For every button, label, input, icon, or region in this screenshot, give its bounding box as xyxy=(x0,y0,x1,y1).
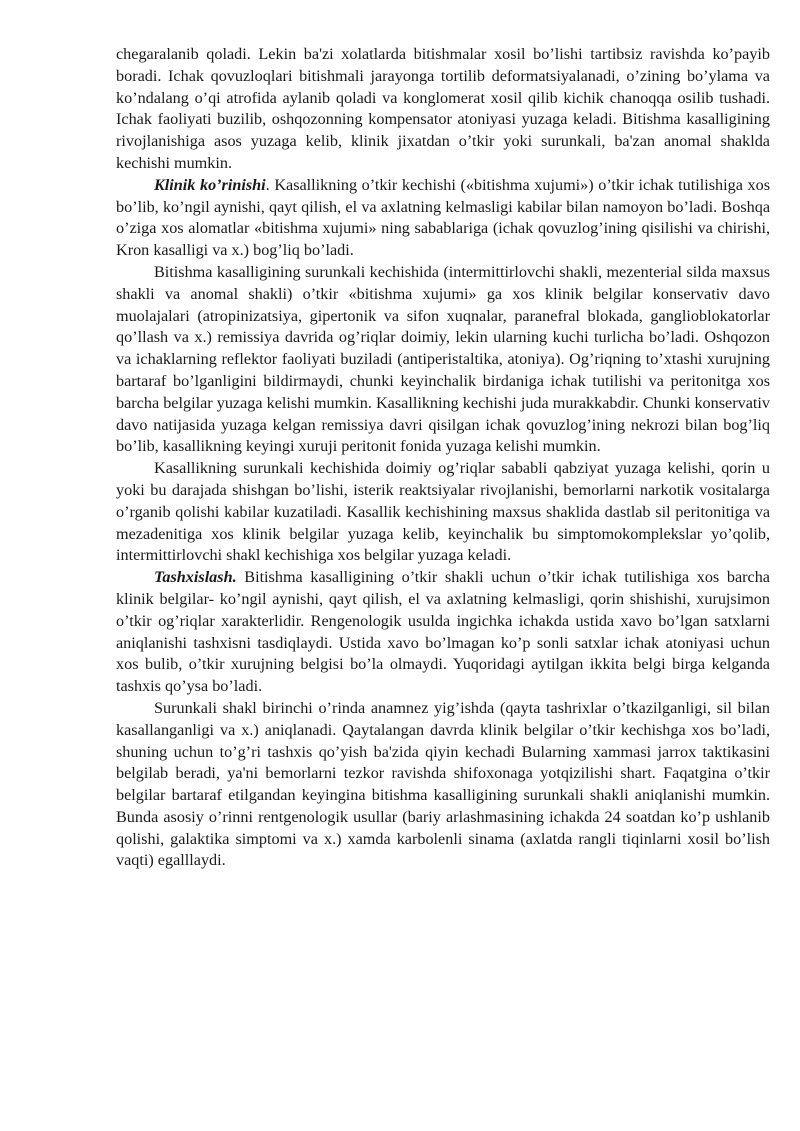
paragraph-text: Kasallikning surunkali kechishida doimiy og’riqlar sababli qabziyat yuzaga kelishi, qorin u yoki bu darajada shishgan bo’lishi, isterik reaktsiyalar rivojlanishi, bemorlarni narkotik vositalarga o’rganib qolishi kabilar kuzatiladi. Kasallik kechishining maxsus shaklida dastlab sil peritonitiga va mezadenitiga xos klinik belgilar yuzaga kelib, keyinchalik bu simptomokomplekslar yo’qolib, intermittirlovchi shakl kechishiga xos belgilar yuzaga keladi. xyxy=(116,459,770,565)
paragraph-diagnosis xyxy=(116,567,770,698)
paragraph-clinical-picture xyxy=(116,175,770,262)
paragraph-chronic-symptoms xyxy=(116,458,770,567)
paragraph-text: chegaralanib qoladi. Lekin ba'zi xolatlarda bitishmalar xosil bo’lishi tartibsiz ravishda ko’payib boradi. Ichak qovuzloqlari bitishmali jarayonga tortilib deformatsiyalanadi, o’zining bo’ylama va ko’ndalang o’qi atrofida aylanib qoladi va konglomerat xosil qilib kichik chanoqqa osilib tushadi. Ichak faoliyati buzilib, oshqozonning kompensator atoniyasi yuzaga keladi. Bitishma kasalligining rivojlanishiga asos yuzaga kelib, klinik jixatdan o’tkir yoki surunkali, ba'zan anomal shaklda kechishi mumkin. xyxy=(116,45,770,172)
paragraph-text: Surunkali shakl birinchi o’rinda anamnez yig’ishda (qayta tashrixlar o’tkazilganligi, sil bilan kasallanganligi va x.) aniqlanadi. Qaytalangan davrda klinik belgilar o’tkir kechishga xos bo’ladi, shuning uchun to’g’ri tashxis qo’yish ba'zida qiyin kechadi Bularning xammasi jarrox taktikasini belgilab beradi, ya'ni bemorlarni tezkor ravishda shifoxonaga yotqizilishi shart. Faqatgina o’tkir belgilar bartaraf etilgandan keyingina bitishma kasalligining surunkali shakli aniqlanishi mumkin. Bunda asosiy o’rinni rentgenologik usullar (bariy arlashmasining ichakda 24 soatdan ko’p ushlanib qolishi, galaktika simptomi va x.) xamda karbolenli sinama (axlatda rangli tiqinlarni xosil bo’lish vaqti) egalllaydi. xyxy=(116,698,770,870)
paragraph-text: Bitishma kasalligining surunkali kechishida (intermittirlovchi shakli, mezenterial silda maxsus shakli va anomal shakli) o’tkir «bitishma xujumi» ga xos klinik belgilar konservativ davo muolajalari (atropinizatsiya, gipertonik va sifon xuqnalar, paranefral blokada, ganglioblokatorlar qo’llash va x.) remissiya davrida og’riqlar doimiy, lekin ularning kuchi turlicha bo’ladi. Oshqozon va ichaklarning reflektor faoliyati buziladi (antiperistaltika, atoniya). Og’riqning to’xtashi xurujning bartaraf bo’lganligini bildirmaydi, chunki keyinchalik birdaniga ichak tutilishi va peritonitga xos barcha belgilar yuzaga kelishi mumkin. Kasallikning kechishi juda murakkabdir. Chunki konservativ davo natijasida yuzaga kelgan remissiya davri qisilgan ichak qovuzlog’ining nekrozi bilan bog’liq bo’lib, kasallikning keyingi xuruji peritonit fonida yuzaga kelishi mumkin. xyxy=(116,262,770,456)
paragraph-text: Bitishma kasalligining o’tkir shakli uchun o’tkir ichak tutilishiga xos barcha klinik belgilar- ko’ngil aynishi, qayt qilish, el va axlatning kelmasligi, qorin shishishi, xurujsimon o’tkir og’riqlar xarakterlidir. Rengenologik usulda ingichka ichakda ustida xavo bo’lgan satxlarni aniqlanishi tashxisni tasdiqlaydi. Ustida xavo bo’lmagan ko’p sonli satxlar ichak atoniyasi uchun xos bulib, o’tkir xurujning belgisi bo’la olmaydi. Yuqoridagi aytilgan ikkita belgi birga kelganda tashxis qo’ysa bo’ladi. xyxy=(116,568,770,696)
paragraph-continuation xyxy=(116,44,770,175)
paragraph-chronic-form xyxy=(116,698,770,872)
document-page xyxy=(116,44,770,872)
section-heading-diagnosis: Tashxislash. xyxy=(154,568,237,587)
paragraph-text: . Kasallikning o’tkir kechishi («bitishma xujumi») o’tkir ichak tutilishiga xos bo’lib, ko’ngil aynishi, qayt qilish, el va axlatning kelmasligi kabilar bilan namoyon bo’ladi. Boshqa o’ziga xos alomatlar «bitishma xujumi» ning sabablariga (ichak qovuzlog’ining qisilishi va chirishi, Kron kasalligi va x.) bog’liq bo’ladi. xyxy=(116,175,770,260)
section-heading-clinical: Klinik ko’rinishi xyxy=(154,175,266,194)
paragraph-chronic-course xyxy=(116,262,770,458)
